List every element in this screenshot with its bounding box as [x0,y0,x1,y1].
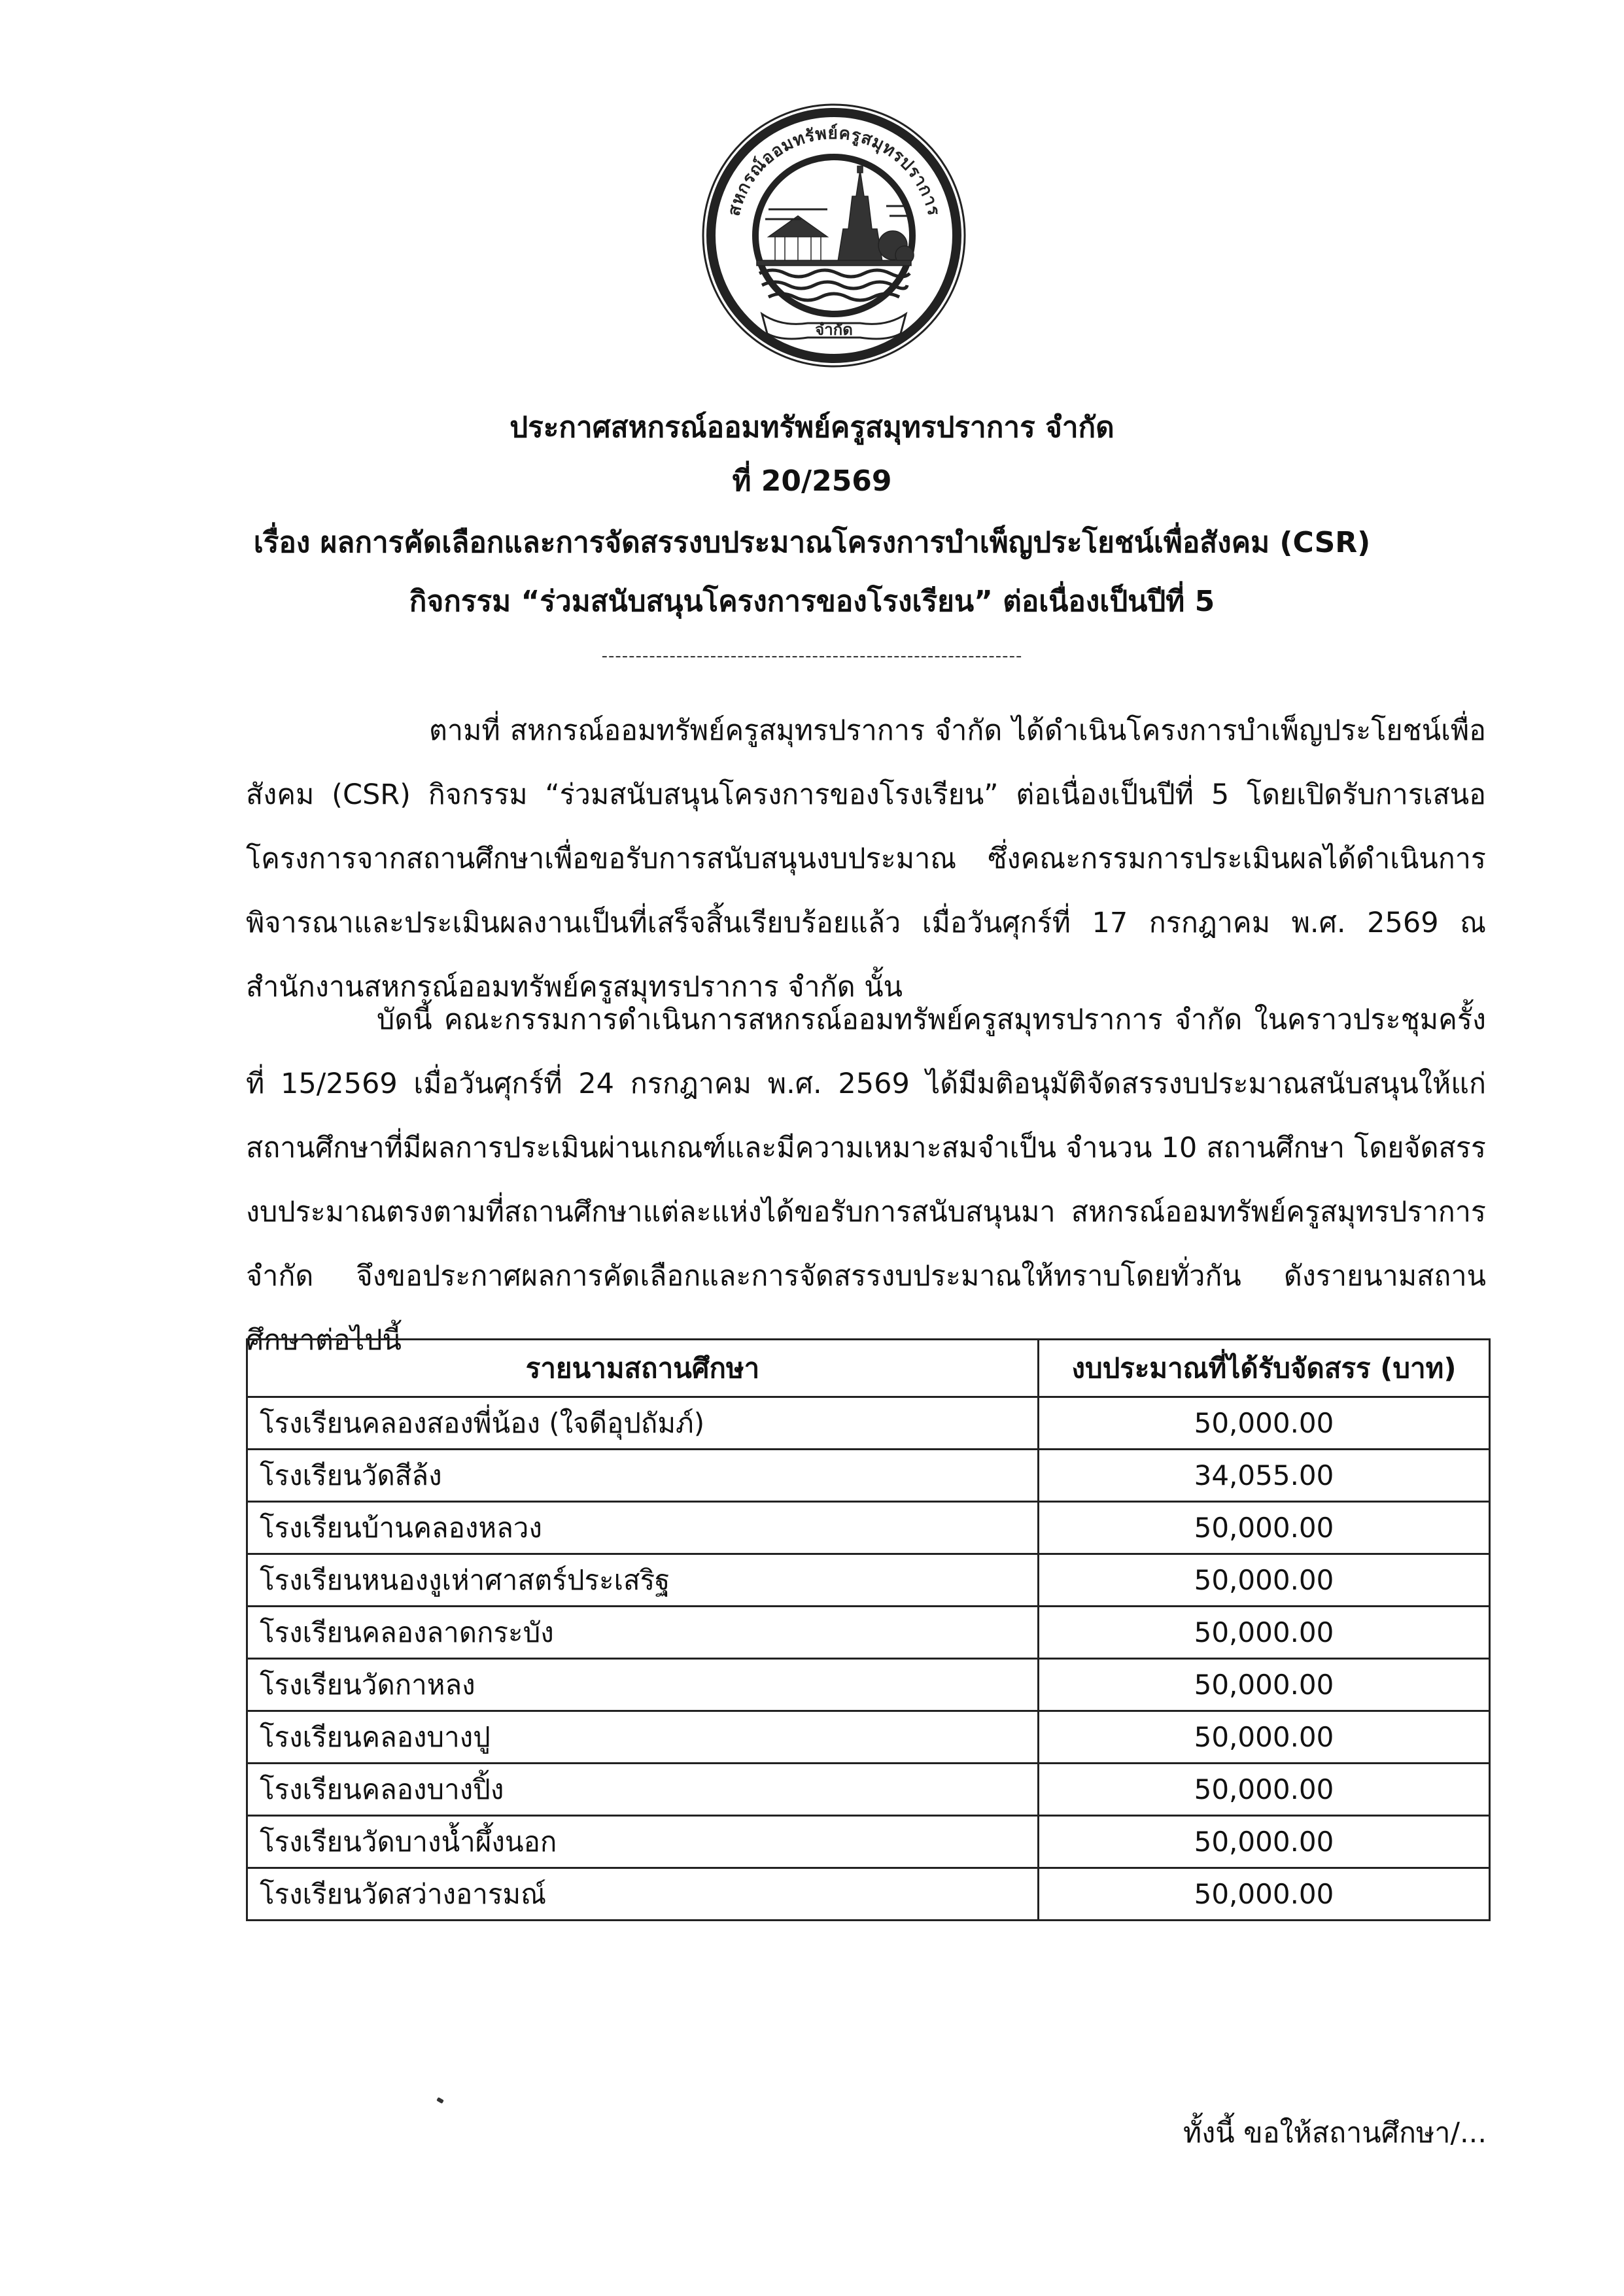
continuation-note: ทั้งนี้ ขอให้สถานศึกษา/... [1183,2117,1487,2149]
announcement-number: ที่ 20/2569 [732,464,892,498]
allocation-table [246,1338,1491,1921]
table-row [247,1397,1490,1450]
budget-amount: 50,000.00 [1039,1659,1490,1711]
budget-amount: 50,000.00 [1039,1816,1490,1868]
announcement-subject: เรื่อง ผลการคัดเลือกและการจัดสรรงบประมาณโครงการบำเพ็ญประโยชน์เพื่อสังคม (CSR) [253,526,1371,559]
table-row [247,1816,1490,1868]
cooperative-seal-logo [697,98,971,373]
school-name: โรงเรียนบ้านคลองหลวง [247,1502,1039,1554]
header-budget: งบประมาณที่ได้รับจัดสรร (บาท) [1039,1340,1490,1397]
school-name: โรงเรียนวัดบางน้ำผึ้งนอก [247,1816,1039,1868]
school-name: โรงเรียนคลองลาดกระบัง [247,1607,1039,1659]
svg-text:สหกรณ์ออมทรัพย์ครูสมุทรปราการ: สหกรณ์ออมทรัพย์ครูสมุทรปราการ [724,123,944,218]
table-row [247,1659,1490,1711]
table-row [247,1607,1490,1659]
school-name: โรงเรียนคลองสองพี่น้อง (ใจดีอุปถัมภ์) [247,1397,1039,1450]
table-row [247,1764,1490,1816]
school-name: โรงเรียนคลองบางปู [247,1711,1039,1764]
budget-amount: 50,000.00 [1039,1397,1490,1450]
body-paragraph-2: บัดนี้ คณะกรรมการดำเนินการสหกรณ์ออมทรัพย์ครูสมุทรปราการ จำกัด ในคราวประชุมครั้งที่ 15/2569 เมื่อวันศุกร์ที่ 24 กรกฎาคม พ.ศ. 2569 ได้มีมติอนุมัติจัดสรรงบประมาณสนับสนุนให้แก่สถานศึกษาที่มีผลการประเมินผ่านเกณฑ์และมีความเหมาะสมจำเป็น จำนวน 10 สถานศึกษา โดยจัดสรรงบประมาณตรงตามที่สถานศึกษาแต่ละแห่งได้ขอรับการสนับสนุนมา สหกรณ์ออมทรัพย์ครูสมุทรปราการ จำกัด จึงขอประกาศผลการคัดเลือกและการจัดสรรงบประมาณให้ทราบโดยทั่วกัน ดังรายนามสถานศึกษาต่อไปนี้ [246,1003,1486,1357]
announcement-issuer: ประกาศสหกรณ์ออมทรัพย์ครูสมุทรปราการ จำกัด [510,411,1114,444]
header-school-name: รายนามสถานศึกษา [247,1340,1039,1397]
announcement-activity: กิจกรรม “ร่วมสนับสนุนโครงการของโรงเรียน” ต่อเนื่องเป็นปีที่ 5 [409,585,1215,618]
school-name: โรงเรียนวัดสว่างอารมณ์ [247,1868,1039,1921]
budget-amount: 50,000.00 [1039,1764,1490,1816]
table-row [247,1450,1490,1502]
budget-amount: 50,000.00 [1039,1502,1490,1554]
svg-text:จำกัด: จำกัด [815,321,853,339]
table-row [247,1502,1490,1554]
budget-amount: 50,000.00 [1039,1868,1490,1921]
header-divider: -------------------------------------------------------------- [601,646,1023,666]
scan-speck [436,2097,444,2104]
budget-amount: 34,055.00 [1039,1450,1490,1502]
table-row [247,1868,1490,1921]
budget-amount: 50,000.00 [1039,1554,1490,1607]
school-name: โรงเรียนคลองบางปิ้ง [247,1764,1039,1816]
allocation-table-wrapper [246,1338,1489,1921]
school-name: โรงเรียนวัดสีล้ง [247,1450,1039,1502]
school-name: โรงเรียนวัดกาหลง [247,1659,1039,1711]
body-paragraph-1: ตามที่ สหกรณ์ออมทรัพย์ครูสมุทรปราการ จำกัด ได้ดำเนินโครงการบำเพ็ญประโยชน์เพื่อสังคม (CSR) กิจกรรม “ร่วมสนับสนุนโครงการของโรงเรียน” ต่อเนื่องเป็นปีที่ 5 โดยเปิดรับการเสนอโครงการจากสถานศึกษาเพื่อขอรับการสนับสนุนงบประมาณ ซึ่งคณะกรรมการประเมินผลได้ดำเนินการพิจารณาและประเมินผลงานเป็นที่เสร็จสิ้นเรียบร้อยแล้ว เมื่อวันศุกร์ที่ 17 กรกฎาคม พ.ศ. 2569 ณ สำนักงานสหกรณ์ออมทรัพย์ครูสมุทรปราการ จำกัด นั้น [246,714,1486,1003]
table-header-row [247,1340,1490,1397]
budget-amount: 50,000.00 [1039,1607,1490,1659]
budget-amount: 50,000.00 [1039,1711,1490,1764]
table-row [247,1711,1490,1764]
table-row [247,1554,1490,1607]
school-name: โรงเรียนหนองงูเห่าศาสตร์ประเสริฐ [247,1554,1039,1607]
